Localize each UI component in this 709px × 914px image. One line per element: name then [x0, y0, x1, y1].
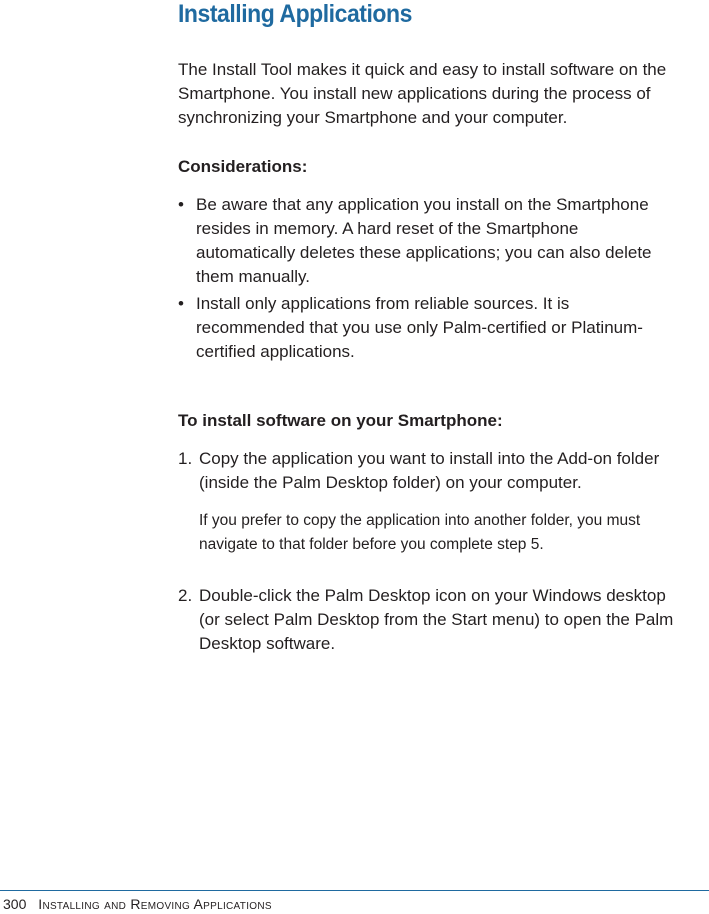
considerations-list: [178, 193, 678, 364]
procedure-steps: [178, 447, 678, 495]
considerations-heading: Considerations:: [178, 157, 308, 176]
step-item: [178, 447, 678, 495]
intro-paragraph: The Install Tool makes it quick and easy to install software on the Smartphone. You install new applications during the process of synchronizing your Smartphone and your computer.: [178, 60, 667, 127]
bullet-icon: •: [178, 195, 184, 214]
page-heading: Installing Applications: [178, 0, 412, 28]
step-item: [178, 584, 678, 656]
step-number: 1.: [178, 449, 193, 468]
procedure-steps-continued: [178, 584, 678, 656]
step-note: If you prefer to copy the application into another folder, you must navigate to that folder before you complete step 5.: [199, 512, 641, 553]
list-item-text: Install only applications from reliable sources. It is recommended that you use only Palm-certified or Platinum-certified applications.: [196, 294, 643, 361]
bullet-icon: •: [178, 294, 184, 313]
footer-section-title: Installing and Removing Applications: [38, 896, 272, 912]
step-text: Copy the application you want to install into the Add-on folder (inside the Palm Desktop folder) on your computer.: [199, 449, 660, 492]
step-text: Double-click the Palm Desktop icon on your Windows desktop (or select Palm Desktop from the Start menu) to open the Palm Desktop software.: [199, 586, 674, 653]
page-content: [178, 58, 678, 656]
step-number: 2.: [178, 586, 193, 605]
procedure-heading: To install software on your Smartphone:: [178, 411, 503, 430]
list-item: [178, 193, 678, 289]
list-item: [178, 292, 678, 364]
page-number: 300: [3, 896, 27, 912]
page-footer: [3, 896, 272, 912]
footer-divider: [0, 890, 709, 891]
list-item-text: Be aware that any application you install on the Smartphone resides in memory. A hard reset of the Smartphone automatically deletes these applications; you can also delete them manually.: [196, 195, 652, 286]
